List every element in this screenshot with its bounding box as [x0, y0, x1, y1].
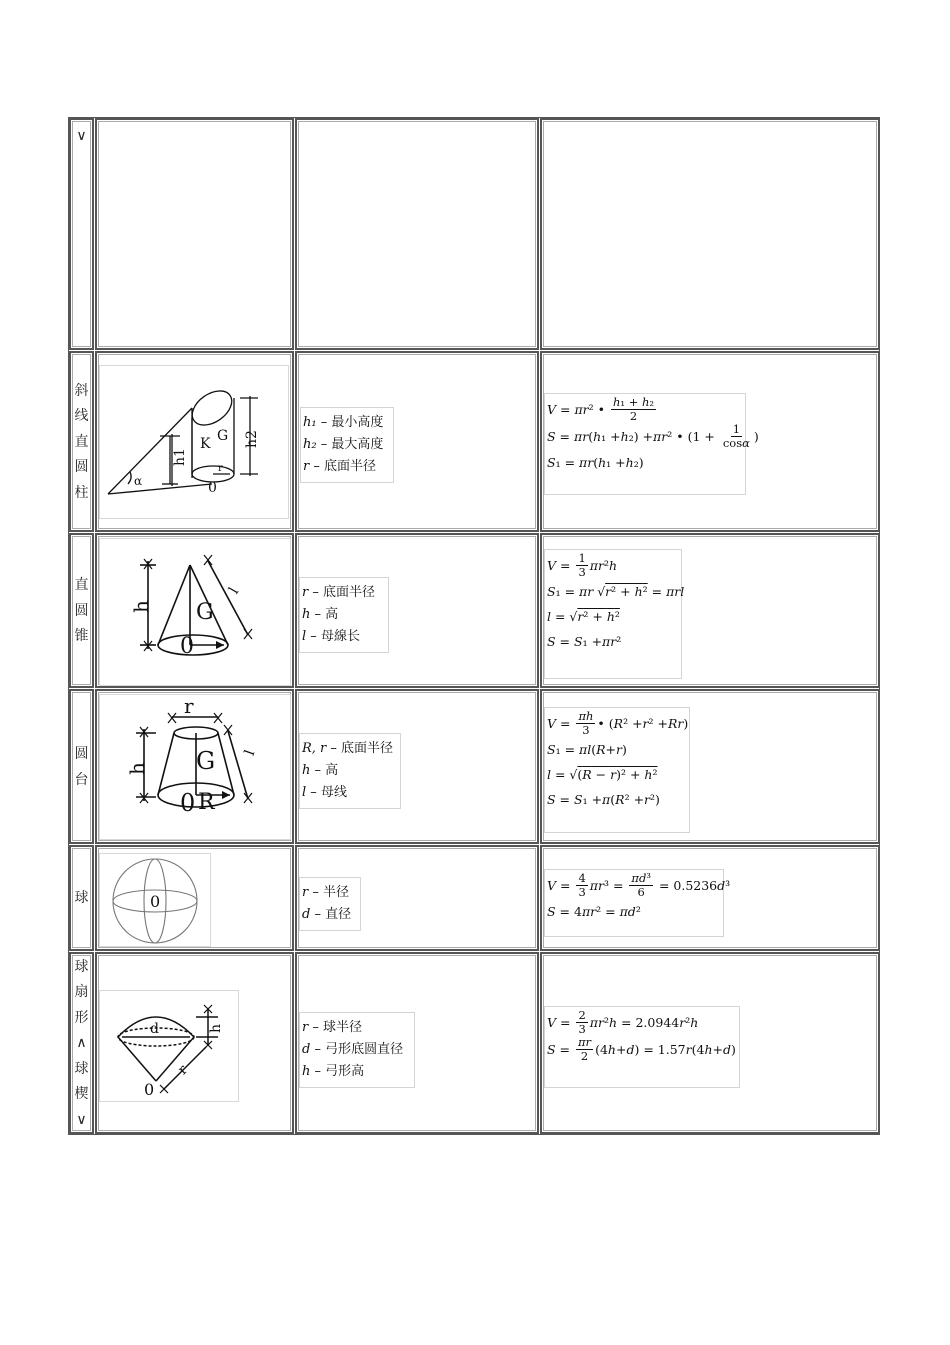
- frustum-figure: [99, 694, 291, 840]
- row2-legend-line0: r – 底面半径: [302, 585, 375, 600]
- sector-label-0: 0: [144, 1080, 155, 1099]
- sphere-label-0: 0: [150, 892, 161, 911]
- row2-formulas: [544, 549, 685, 679]
- row2-legend-line1: h – 高: [302, 607, 339, 622]
- row4-name-cell: [69, 845, 94, 951]
- frustum-label-r: r: [184, 694, 194, 718]
- row3-legend-line2: l – 母线: [302, 785, 347, 800]
- row3-formula-volume: V = $\frac{\pi h}{3}$ • ( R ² + r ² + Rr ): [547, 709, 689, 737]
- row5-name-c1: 扇: [74, 984, 89, 1001]
- row2-name-c2: 锥: [74, 628, 89, 645]
- row1-formula-cell: [540, 351, 880, 532]
- sphere-figure: [99, 853, 211, 947]
- oblique-cylinder-figure: [99, 365, 289, 519]
- row1-legend-line1: h₂ – 最大高度: [303, 437, 384, 452]
- row1-legend: [300, 407, 394, 483]
- row1-name-c3: 圆: [74, 459, 89, 476]
- row0-name: ∨: [76, 128, 87, 144]
- row4-legend-cell: [295, 845, 539, 951]
- row1-formula-volume: V = πr ² • $\frac{\text{h₁ + h₂}}{2}$: [547, 395, 655, 423]
- row3-legend: [299, 733, 401, 809]
- cyl-label-K: K: [200, 436, 211, 452]
- row5-legend-cell: [295, 952, 539, 1134]
- row3-legend-line0: R, r – 底面半径: [302, 741, 394, 756]
- row4-name: 球: [74, 890, 89, 907]
- row3-formulas: [544, 707, 690, 833]
- row5-name-c0: 球: [74, 958, 89, 975]
- frustum-label-G: G: [196, 747, 216, 775]
- cyl-label-G: G: [217, 428, 229, 444]
- row4-legend-line1: d – 直径: [302, 907, 352, 922]
- row2-formula-volume: V = $\frac{1}{3}$ πr ² h: [547, 551, 618, 579]
- cone-label-0: 0: [180, 634, 194, 659]
- row2-name-c1: 圆: [74, 602, 89, 619]
- row4-legend: [299, 877, 361, 931]
- row2-name-c0: 直: [74, 577, 89, 594]
- row5-formula-cell: [540, 952, 880, 1134]
- row4-formulas: [544, 869, 731, 937]
- row5-legend-line0: r – 球半径: [302, 1020, 362, 1035]
- row3-formula-cell: [540, 689, 880, 844]
- row3-name-c1: 台: [74, 771, 89, 788]
- row3-name-c0: 圆: [74, 746, 89, 762]
- row2-legend-cell: [295, 533, 539, 688]
- row3-formula-surface: S = S ₁ + π ( R ² + r ²): [547, 792, 660, 807]
- row1-name-c1: 线: [74, 408, 89, 425]
- row1-legend-line2: r – 底面半径: [303, 459, 376, 474]
- row4-formula-volume: V = $\frac{4}{3}$ πr ³ = $\frac{\text{πd³}}{6}$ = 0.5236 d ³: [547, 871, 731, 899]
- frustum-label-l: l: [241, 747, 259, 758]
- row4-formula-cell: [540, 845, 880, 951]
- row2-formula-cell: [540, 533, 880, 688]
- frustum-label-0: 0: [180, 789, 196, 817]
- row5-formula-volume: V = $\frac{2}{3}$ πr ² h = 2.0944 r ² h: [547, 1008, 699, 1036]
- row5-formula-surface: S = $\frac{\pi r}{2}$ (4 h + d ) = 1.57 r (4 h + d ): [547, 1035, 736, 1063]
- cyl-label-h1: h1: [172, 448, 188, 466]
- cone-label-G: G: [196, 600, 214, 625]
- row2-legend: [299, 577, 389, 653]
- row5-legend: [299, 1012, 415, 1088]
- row3-legend-line1: h – 高: [302, 763, 339, 778]
- row5-name-c3: ∧: [76, 1035, 87, 1052]
- row4-figure-cell: [95, 845, 294, 951]
- row2-legend-line2: l – 母線长: [302, 629, 360, 644]
- row2-name-cell: [69, 533, 94, 688]
- row0-figure-cell: [95, 118, 294, 350]
- sector-label-r: r: [174, 1062, 191, 1079]
- row5-legend-line1: d – 弓形底圆直径: [302, 1042, 404, 1057]
- frustum-label-h: h: [125, 762, 149, 775]
- sector-label-h: h: [208, 1023, 224, 1033]
- row1-figure-cell: [95, 351, 294, 532]
- row0-legend-cell: [295, 118, 539, 350]
- cyl-label-alpha: α: [134, 474, 143, 488]
- row3-figure-cell: [95, 689, 294, 844]
- cone-label-h: h: [129, 600, 153, 613]
- row5-legend-line2: h – 弓形高: [302, 1064, 365, 1079]
- cyl-label-h2: h2: [244, 430, 260, 448]
- row1-legend-line0: h₁ – 最小高度: [303, 415, 384, 430]
- row1-legend-cell: [295, 351, 539, 532]
- row1-name-c2: 直: [74, 433, 89, 450]
- row2-figure-cell: [95, 533, 294, 688]
- row5-name-c6: ∨: [76, 1111, 87, 1128]
- row3-formula-slant: l = √ (R − r)² + h²: [547, 767, 658, 782]
- row5-formulas: [544, 1006, 740, 1088]
- row1-formula-surface: S = πr ( h ₁ + h ₂) + πr ² • (1 + $\frac{1}{\cos\alpha}$ ): [547, 422, 759, 450]
- right-cone-figure: [99, 538, 291, 686]
- row1-name-c0: 斜: [74, 382, 89, 399]
- row3-name-cell: [69, 689, 94, 844]
- row1-name-cell: [69, 351, 94, 532]
- row3-formula-lateral: S ₁ = πl ( R + r ): [547, 742, 627, 757]
- row2-formula-surface: S = S ₁ + πr ²: [547, 634, 622, 649]
- spherical-sector-figure: [99, 990, 239, 1102]
- sector-label-d: d: [150, 1021, 159, 1037]
- cyl-label-r: r: [218, 463, 223, 474]
- row0-formula-cell: [540, 118, 880, 350]
- frustum-label-R: R: [198, 790, 215, 815]
- row5-name-c2: 形: [74, 1009, 89, 1026]
- row1-name-c4: 柱: [74, 484, 89, 501]
- row4-formula-surface: S = 4 πr ² = πd ²: [547, 904, 641, 919]
- row4-legend-line0: r – 半径: [302, 885, 349, 900]
- row0-name-cell: [69, 118, 94, 350]
- cone-label-l: l: [226, 584, 243, 597]
- row3-legend-cell: [295, 689, 539, 844]
- row1-formula-lateral: S ₁ = πr ( h ₁ + h ₂): [547, 455, 644, 470]
- row1-formulas: [544, 393, 759, 495]
- row2-formula-slant: l = √ r² + h²: [547, 609, 620, 624]
- row5-name-c4: 球: [74, 1060, 89, 1077]
- row5-figure-cell: [95, 952, 294, 1134]
- row5-name-c5: 楔: [74, 1086, 89, 1103]
- row2-formula-lateral: S ₁ = πr √ r² + h² = πrl: [547, 584, 685, 599]
- row5-name-cell: [69, 952, 94, 1134]
- cyl-label-0: 0: [208, 480, 217, 496]
